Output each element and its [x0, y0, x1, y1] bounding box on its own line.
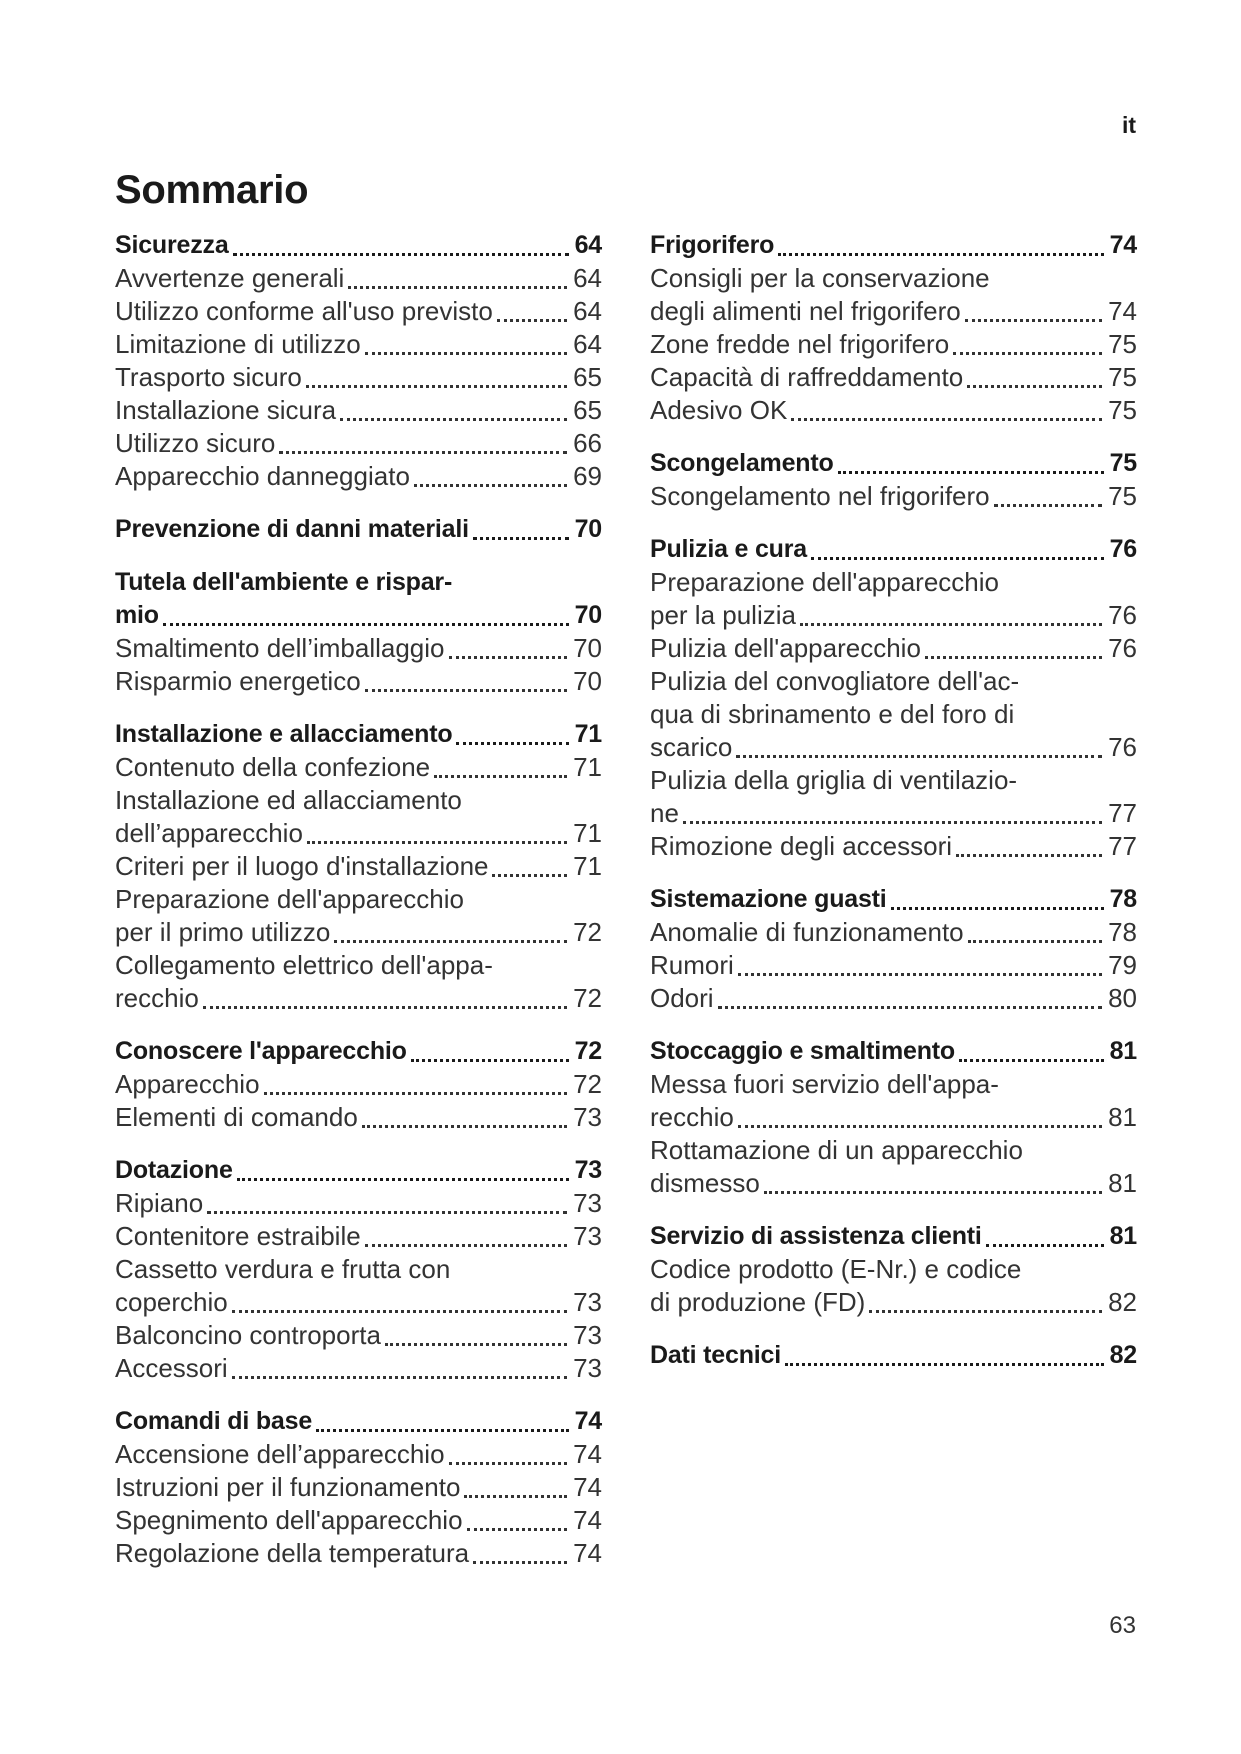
dot-leader	[956, 854, 1102, 857]
dot-leader	[683, 821, 1102, 824]
dot-leader	[953, 352, 1102, 355]
toc-page-number: 71	[573, 752, 602, 782]
dot-leader	[434, 775, 567, 778]
toc-page-number: 81	[1109, 1037, 1137, 1065]
toc-page-number: 81	[1108, 1102, 1137, 1132]
toc-entry[interactable]	[115, 262, 602, 295]
dot-leader	[785, 1363, 1104, 1366]
toc-entry-text: Spegnimento dell'apparecchio	[115, 1505, 463, 1535]
toc-entry[interactable]	[115, 1319, 602, 1352]
toc-entry-text: dell’apparecchio	[115, 818, 303, 848]
toc-heading-text: Scongelamento	[650, 449, 834, 477]
toc-heading-text: Frigorifero	[650, 231, 775, 259]
toc-page-number: 74	[573, 1472, 602, 1502]
dot-leader	[718, 1006, 1103, 1009]
dot-leader	[307, 841, 567, 844]
toc-entry-text: Preparazione dell'apparecchio	[115, 884, 464, 914]
toc-entry-text: Limitazione di utilizzo	[115, 329, 361, 359]
toc-entry[interactable]	[650, 361, 1137, 394]
toc-entry[interactable]	[115, 460, 602, 493]
toc-entry-text: Accensione dell’apparecchio	[115, 1439, 445, 1469]
toc-entry[interactable]	[115, 632, 602, 665]
language-code: it	[1121, 112, 1136, 138]
toc-section	[115, 1035, 602, 1134]
toc-entry-text: recchio	[650, 1102, 734, 1132]
dot-leader	[456, 742, 568, 745]
dot-leader	[365, 1244, 567, 1247]
toc-entry-text: Criteri per il luogo d'installazione	[115, 851, 489, 881]
toc-entry[interactable]	[115, 328, 602, 361]
dot-leader	[736, 755, 1102, 758]
toc-entry[interactable]	[650, 599, 1137, 632]
toc-entry[interactable]	[115, 1471, 602, 1504]
toc-entry[interactable]	[115, 850, 602, 883]
toc-page-number: 64	[573, 263, 602, 293]
dot-leader	[348, 286, 567, 289]
toc-entry-text: Avvertenze generali	[115, 263, 345, 293]
toc-page-number: 72	[573, 983, 602, 1013]
toc-entry[interactable]	[650, 1286, 1137, 1319]
toc-page-number: 76	[1109, 535, 1137, 563]
toc-section	[115, 513, 602, 546]
toc-entry-text: Apparecchio danneggiato	[115, 461, 410, 491]
toc-entry[interactable]	[650, 632, 1137, 665]
toc-entry-text: Ripiano	[115, 1188, 204, 1218]
toc-page-number: 73	[573, 1188, 602, 1218]
toc-entry[interactable]	[650, 665, 1137, 698]
toc-section-heading[interactable]	[115, 718, 602, 751]
toc-entry-text: recchio	[115, 983, 199, 1013]
toc-page-number: 73	[573, 1102, 602, 1132]
toc-heading-text: Tutela dell'ambiente e rispar-	[115, 568, 453, 596]
toc-section-heading[interactable]	[115, 229, 602, 262]
toc-entry[interactable]	[650, 731, 1137, 764]
toc-entry-text: per il primo utilizzo	[115, 917, 331, 947]
dot-leader	[738, 973, 1102, 976]
dot-leader	[449, 656, 568, 659]
toc-page-number: 73	[573, 1320, 602, 1350]
toc-page-number: 74	[574, 1407, 602, 1435]
toc-entry[interactable]	[650, 949, 1137, 982]
toc-entry[interactable]	[115, 1187, 602, 1220]
toc-entry-text: Zone fredde nel frigorifero	[650, 329, 950, 359]
dot-leader	[967, 385, 1102, 388]
toc-entry[interactable]	[650, 1134, 1137, 1167]
dot-leader	[764, 1191, 1102, 1194]
toc-entry-text: qua di sbrinamento e del foro di	[650, 699, 1015, 729]
dot-leader	[800, 623, 1102, 626]
toc-page-number: 70	[573, 666, 602, 696]
toc-entry[interactable]	[115, 817, 602, 850]
toc-heading-text: Sicurezza	[115, 231, 229, 259]
dot-leader	[986, 1244, 1104, 1247]
toc-heading-text: Conoscere l'apparecchio	[115, 1037, 407, 1065]
dot-leader	[968, 940, 1102, 943]
toc-page-number: 82	[1108, 1287, 1137, 1317]
dot-leader	[994, 504, 1102, 507]
toc-entry[interactable]	[115, 665, 602, 698]
toc-entry[interactable]	[650, 764, 1137, 797]
toc-section-heading[interactable]	[115, 599, 602, 632]
toc-entry[interactable]	[650, 797, 1137, 830]
toc-page-number: 75	[1108, 362, 1137, 392]
toc-entry-text: dismesso	[650, 1168, 760, 1198]
dot-leader	[791, 418, 1102, 421]
toc-entry-text: Istruzioni per il funzionamento	[115, 1472, 461, 1502]
dot-leader	[237, 1178, 569, 1181]
toc-section	[115, 1405, 602, 1570]
dot-leader	[473, 1561, 567, 1564]
toc-entry[interactable]	[115, 1068, 602, 1101]
toc-entry-text: Accessori	[115, 1353, 228, 1383]
dot-leader	[467, 1528, 568, 1531]
toc-section	[115, 566, 602, 698]
toc-section	[650, 883, 1137, 1015]
toc-page-number: 74	[573, 1538, 602, 1568]
dot-leader	[411, 1059, 569, 1062]
toc-entry-text: Odori	[650, 983, 714, 1013]
toc-page-number: 72	[573, 917, 602, 947]
toc-heading-text: Servizio di assistenza clienti	[650, 1222, 982, 1250]
toc-page-number: 69	[573, 461, 602, 491]
toc-heading-text: Dotazione	[115, 1156, 233, 1184]
toc-entry[interactable]	[115, 361, 602, 394]
toc-page-number: 76	[1108, 600, 1137, 630]
toc-page-number: 64	[573, 296, 602, 326]
toc-entry[interactable]	[115, 982, 602, 1015]
toc-entry-text: Elementi di comando	[115, 1102, 358, 1132]
toc-entry-text: Installazione sicura	[115, 395, 337, 425]
toc-page-number: 73	[574, 1156, 602, 1184]
toc-entry[interactable]	[115, 427, 602, 460]
toc-section	[115, 718, 602, 1015]
toc-page-number: 74	[573, 1439, 602, 1469]
toc-column-right	[650, 229, 1137, 1392]
toc-entry-text: Adesivo OK	[650, 395, 788, 425]
toc-section-heading[interactable]	[650, 229, 1137, 262]
toc-entry[interactable]	[115, 1220, 602, 1253]
dot-leader	[497, 319, 567, 322]
toc-entry-text: Capacità di raffreddamento	[650, 362, 964, 392]
toc-entry-text: Contenitore estraibile	[115, 1221, 361, 1251]
toc-entry-text: Pulizia della griglia di ventilazio-	[650, 765, 1018, 795]
toc-section-heading[interactable]	[115, 1035, 602, 1068]
toc-page-number: 74	[573, 1505, 602, 1535]
toc-section-heading[interactable]	[650, 533, 1137, 566]
dot-leader	[778, 253, 1103, 256]
toc-section	[650, 447, 1137, 513]
toc-section-heading[interactable]	[650, 883, 1137, 916]
toc-entry[interactable]	[650, 328, 1137, 361]
dot-leader	[738, 1125, 1102, 1128]
toc-section-heading[interactable]	[650, 1035, 1137, 1068]
toc-entry-text: Pulizia dell'apparecchio	[650, 633, 921, 663]
toc-section	[650, 1339, 1137, 1372]
dot-leader	[838, 471, 1104, 474]
toc-entry-text: Trasporto sicuro	[115, 362, 302, 392]
toc-entry[interactable]	[650, 982, 1137, 1015]
toc-entry-text: Regolazione della temperatura	[115, 1538, 470, 1568]
toc-section	[115, 1154, 602, 1385]
dot-leader	[362, 1125, 567, 1128]
toc-page-number: 71	[573, 818, 602, 848]
toc-section-heading[interactable]	[115, 1405, 602, 1438]
toc-page-number: 79	[1108, 950, 1137, 980]
toc-entry[interactable]	[115, 1537, 602, 1570]
toc-entry[interactable]	[115, 295, 602, 328]
toc-entry[interactable]	[650, 566, 1137, 599]
toc-entry-text: degli alimenti nel frigorifero	[650, 296, 961, 326]
toc-page-number: 76	[1108, 633, 1137, 663]
toc-entry-text: scarico	[650, 732, 733, 762]
toc-entry-text: Preparazione dell'apparecchio	[650, 567, 999, 597]
toc-section	[650, 1035, 1137, 1200]
toc-page-number: 78	[1109, 885, 1137, 913]
toc-entry-text: Rottamazione di un apparecchio	[650, 1135, 1023, 1165]
toc-page-number: 78	[1108, 917, 1137, 947]
toc-heading-text: Dati tecnici	[650, 1341, 781, 1369]
toc-page-number: 73	[573, 1353, 602, 1383]
toc-section	[650, 1220, 1137, 1319]
toc-entry-text: Messa fuori servizio dell'appa-	[650, 1069, 999, 1099]
toc-page-number: 70	[574, 515, 602, 543]
dot-leader	[464, 1495, 567, 1498]
toc-heading-text: Stoccaggio e smaltimento	[650, 1037, 955, 1065]
dot-leader	[492, 874, 567, 877]
toc-heading-text: Pulizia e cura	[650, 535, 807, 563]
toc-entry-text: Consigli per la conservazione	[650, 263, 990, 293]
toc-page-number: 71	[574, 720, 602, 748]
dot-leader	[233, 253, 569, 256]
toc-entry-text: Pulizia del convogliatore dell'ac-	[650, 666, 1020, 696]
dot-leader	[811, 557, 1104, 560]
toc-entry[interactable]	[115, 1101, 602, 1134]
toc-entry-text: coperchio	[115, 1287, 228, 1317]
toc-entry[interactable]	[115, 751, 602, 784]
toc-page-number: 70	[574, 601, 602, 629]
dot-leader	[232, 1376, 567, 1379]
toc-page-number: 70	[573, 633, 602, 663]
toc-entry-text: Codice prodotto (E-Nr.) e codice	[650, 1254, 1022, 1284]
dot-leader	[473, 537, 569, 540]
dot-leader	[316, 1429, 569, 1432]
toc-entry[interactable]	[650, 1068, 1137, 1101]
toc-page-number: 80	[1108, 983, 1137, 1013]
toc-entry[interactable]	[650, 916, 1137, 949]
toc-section-heading[interactable]	[650, 1220, 1137, 1253]
dot-leader	[891, 907, 1104, 910]
toc-entry[interactable]	[650, 480, 1137, 513]
toc-entry[interactable]	[115, 784, 602, 817]
dot-leader	[965, 319, 1102, 322]
toc-heading-text: Prevenzione di danni materiali	[115, 515, 469, 543]
toc-entry-text: Utilizzo conforme all'uso previsto	[115, 296, 493, 326]
toc-section	[650, 533, 1137, 863]
toc-page-number: 75	[1108, 395, 1137, 425]
toc-entry[interactable]	[115, 394, 602, 427]
toc-page-number: 64	[574, 231, 602, 259]
toc-page-number: 82	[1109, 1341, 1137, 1369]
toc-entry-text: ne	[650, 798, 679, 828]
toc-entry-text: di produzione (FD)	[650, 1287, 866, 1317]
toc-page-number: 72	[574, 1037, 602, 1065]
dot-leader	[365, 352, 567, 355]
toc-entry[interactable]	[115, 883, 602, 916]
toc-page-number: 81	[1108, 1168, 1137, 1198]
toc-entry[interactable]	[115, 1352, 602, 1385]
toc-entry-text: Installazione ed allacciamento	[115, 785, 462, 815]
toc-entry-text: Rumori	[650, 950, 734, 980]
toc-page-number: 72	[573, 1069, 602, 1099]
dot-leader	[279, 451, 567, 454]
dot-leader	[959, 1059, 1104, 1062]
toc-entry-text: Contenuto della confezione	[115, 752, 431, 782]
dot-leader	[163, 623, 569, 626]
toc-entry[interactable]	[650, 1101, 1137, 1134]
toc-entry-text: Utilizzo sicuro	[115, 428, 276, 458]
toc-section-heading[interactable]	[115, 513, 602, 546]
toc-page-number: 75	[1108, 329, 1137, 359]
toc-page-number: 77	[1108, 831, 1137, 861]
toc-heading-text: Sistemazione guasti	[650, 885, 887, 913]
toc-entry[interactable]	[650, 1253, 1137, 1286]
toc-entry-text: Cassetto verdura e frutta con	[115, 1254, 451, 1284]
toc-entry-text: Rimozione degli accessori	[650, 831, 953, 861]
toc-entry[interactable]	[650, 698, 1137, 731]
toc-page-number: 74	[1108, 296, 1137, 326]
toc-entry-text: Anomalie di funzionamento	[650, 917, 964, 947]
toc-section	[650, 229, 1137, 427]
toc-page-number: 75	[1109, 449, 1137, 477]
toc-page-number: 73	[573, 1221, 602, 1251]
toc-page-number: 81	[1109, 1222, 1137, 1250]
toc-entry-text: Balconcino controporta	[115, 1320, 381, 1350]
toc-entry[interactable]	[650, 1167, 1137, 1200]
toc-page-number: 65	[573, 395, 602, 425]
dot-leader	[264, 1092, 568, 1095]
toc-entry[interactable]	[115, 1504, 602, 1537]
dot-leader	[385, 1343, 567, 1346]
toc-entry-text: Risparmio energetico	[115, 666, 361, 696]
toc-page-number: 77	[1108, 798, 1137, 828]
toc-heading-text: mio	[115, 601, 159, 629]
toc-entry[interactable]	[115, 1286, 602, 1319]
toc-entry-text: Scongelamento nel frigorifero	[650, 481, 990, 511]
toc-section-heading[interactable]	[650, 447, 1137, 480]
toc-entry-text: Smaltimento dell’imballaggio	[115, 633, 445, 663]
toc-heading-text: Comandi di base	[115, 1407, 313, 1435]
dot-leader	[449, 1462, 568, 1465]
toc-page-number: 73	[573, 1287, 602, 1317]
toc-entry[interactable]	[115, 1253, 602, 1286]
dot-leader	[207, 1211, 567, 1214]
dot-leader	[925, 656, 1102, 659]
dot-leader	[203, 1006, 567, 1009]
toc-column-left	[115, 229, 602, 1590]
toc-entry[interactable]	[115, 949, 602, 982]
toc-entry[interactable]	[115, 916, 602, 949]
toc-page-number: 71	[573, 851, 602, 881]
dot-leader	[414, 484, 567, 487]
toc-section-heading[interactable]	[115, 566, 602, 599]
toc-entry[interactable]	[650, 830, 1137, 863]
toc-section	[115, 229, 602, 493]
toc-entry[interactable]	[650, 295, 1137, 328]
toc-section-heading[interactable]	[650, 1339, 1137, 1372]
toc-page-number: 66	[573, 428, 602, 458]
page-number: 63	[1109, 1612, 1136, 1639]
toc-page-number: 64	[573, 329, 602, 359]
toc-page-number: 65	[573, 362, 602, 392]
toc-entry-text: Apparecchio	[115, 1069, 260, 1099]
dot-leader	[232, 1310, 567, 1313]
toc-page-number: 75	[1108, 481, 1137, 511]
toc-entry[interactable]	[650, 394, 1137, 427]
dot-leader	[340, 418, 567, 421]
dot-leader	[334, 940, 567, 943]
dot-leader	[869, 1310, 1102, 1313]
page-title: Sommario	[115, 168, 309, 212]
toc-entry[interactable]	[650, 262, 1137, 295]
dot-leader	[365, 689, 567, 692]
toc-entry-text: per la pulizia	[650, 600, 796, 630]
toc-entry-text: Collegamento elettrico dell'appa-	[115, 950, 493, 980]
toc-heading-text: Installazione e allacciamento	[115, 720, 453, 748]
toc-page-number: 76	[1108, 732, 1137, 762]
toc-section-heading[interactable]	[115, 1154, 602, 1187]
toc-page-number: 74	[1109, 231, 1137, 259]
dot-leader	[306, 385, 567, 388]
toc-entry[interactable]	[115, 1438, 602, 1471]
